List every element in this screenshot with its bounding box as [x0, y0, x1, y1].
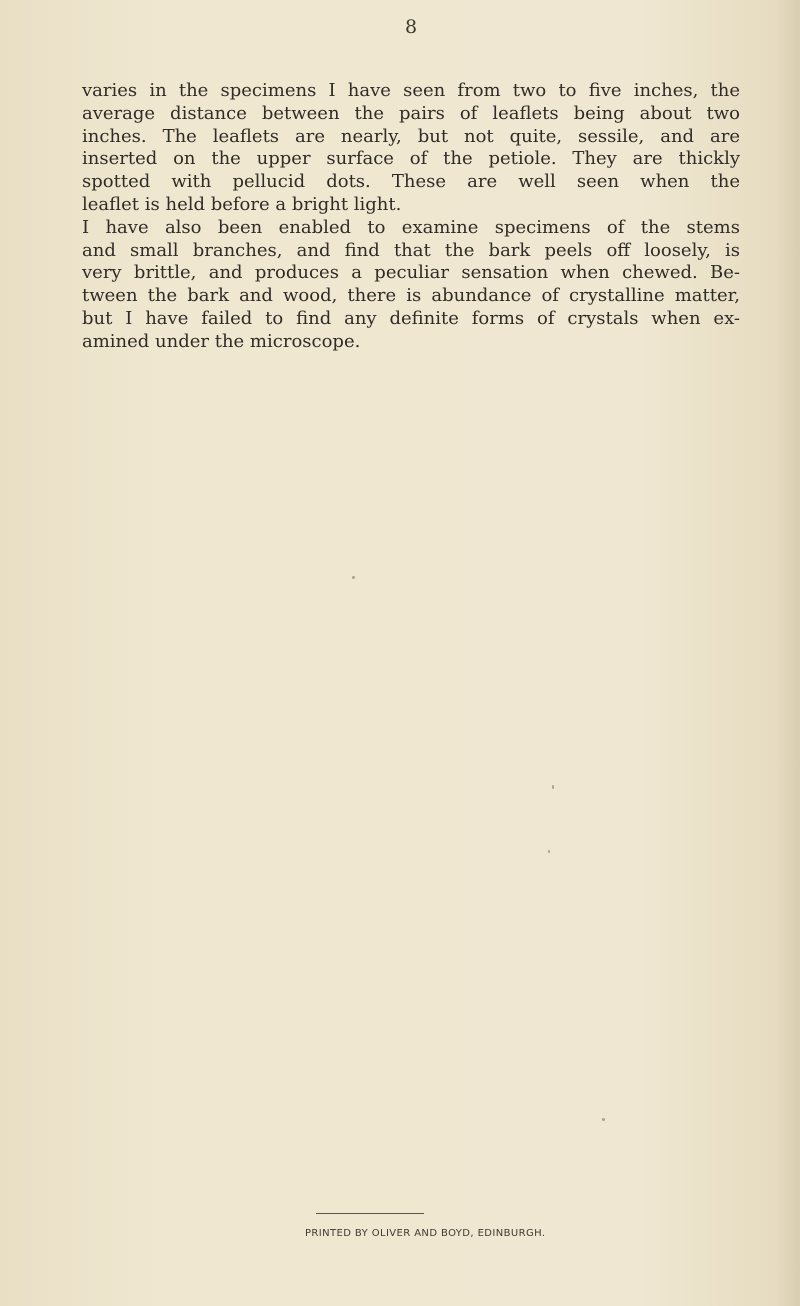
- text-line: spotted with pellucid dots. These are well seen when the: [82, 171, 740, 193]
- imprint-rule: [316, 1213, 424, 1214]
- body-text: [82, 80, 740, 354]
- text-line: but I have failed to find any definite forms of crystals when ex-: [82, 307, 740, 329]
- text-line: I have also been enabled to examine specimens of the stems: [82, 216, 740, 238]
- printer-imprint: PRINTED BY OLIVER AND BOYD, EDINBURGH.: [305, 1228, 546, 1239]
- text-line: tween the bark and wood, there is abundance of crystalline matter,: [82, 285, 740, 307]
- text-line: very brittle, and produces a peculiar sensation when chewed. Be-: [82, 262, 740, 284]
- page-number: 8: [404, 16, 418, 38]
- text-line: leaflet is held before a bright light.: [82, 193, 402, 215]
- text-line: average distance between the pairs of leaflets being about two: [82, 102, 740, 124]
- text-line: amined under the microscope.: [82, 330, 361, 352]
- paper-speck: [548, 850, 550, 853]
- paper-speck: [552, 785, 554, 789]
- text-line: and small branches, and find that the bark peels off loosely, is: [82, 239, 740, 261]
- text-line: inserted on the upper surface of the petiole. They are thickly: [82, 148, 740, 170]
- text-line: inches. The leaflets are nearly, but not quite, sessile, and are: [82, 125, 740, 147]
- paper-speck: [352, 576, 355, 579]
- text-line: varies in the specimens I have seen from two to five inches, the: [82, 80, 740, 101]
- paper-speck: [602, 1118, 605, 1121]
